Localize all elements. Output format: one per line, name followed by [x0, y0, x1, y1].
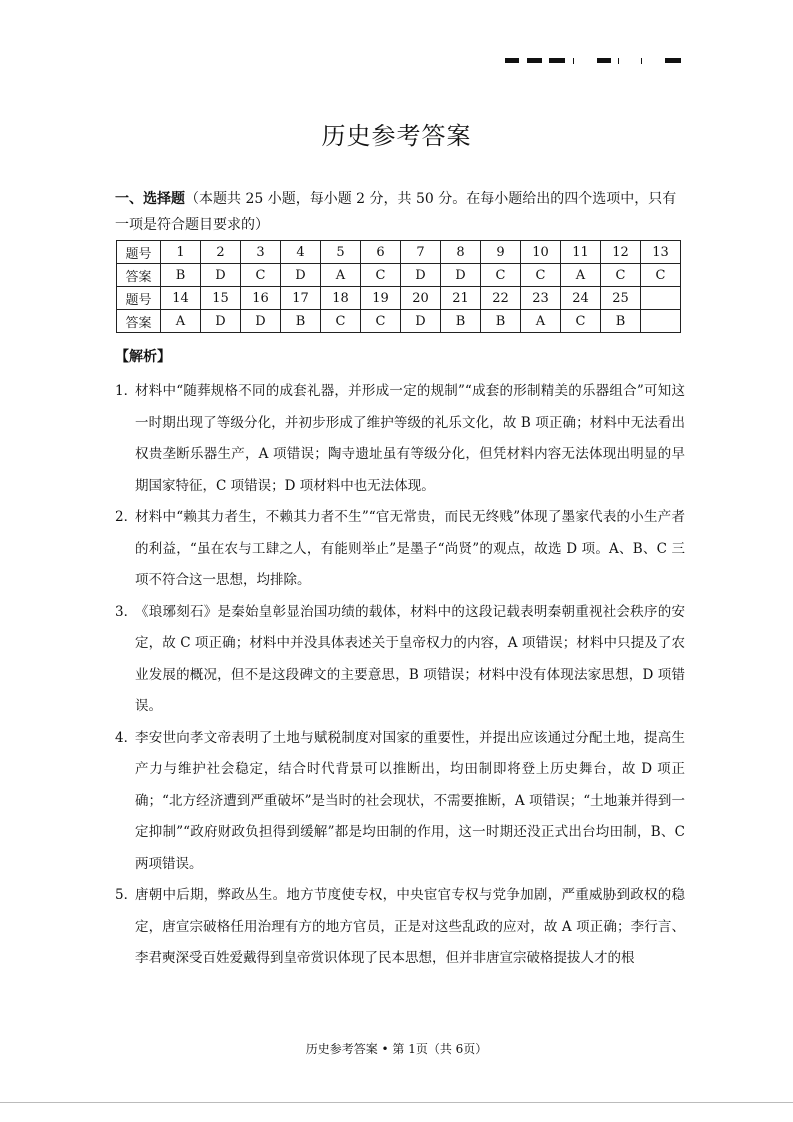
table-cell: 25: [601, 287, 641, 310]
table-cell: 13: [641, 241, 681, 264]
table-cell: 22: [481, 287, 521, 310]
answer-table: [116, 240, 681, 333]
table-cell: 23: [521, 287, 561, 310]
table-cell: C: [321, 310, 361, 333]
section-instructions: （本题共 25 小题，每小题 2 分，共 50 分。在每小题给出的四个选项中，只有一项是符合题目要求的）: [115, 191, 677, 233]
analysis-heading: 【解析】: [115, 349, 171, 365]
table-cell: C: [561, 310, 601, 333]
table-row: [117, 310, 681, 333]
table-cell: A: [521, 310, 561, 333]
bottom-divider: [0, 1102, 793, 1103]
table-cell: 8: [441, 241, 481, 264]
table-cell: A: [161, 310, 201, 333]
table-cell: [641, 310, 681, 333]
table-cell: 2: [201, 241, 241, 264]
table-cell: A: [561, 264, 601, 287]
item-number: 4．: [115, 729, 138, 746]
table-cell: 9: [481, 241, 521, 264]
table-cell: 20: [401, 287, 441, 310]
table-cell: C: [481, 264, 521, 287]
section-heading: 一、选择题: [115, 191, 185, 207]
table-cell: C: [361, 310, 401, 333]
table-cell: D: [401, 264, 441, 287]
table-row: [117, 287, 681, 310]
table-cell: B: [161, 264, 201, 287]
item-text: 唐朝中后期，弊政丛生。地方节度使专权，中央宦官专权与党争加剧，严重威胁到政权的稳定，唐宣宗破格任用治理有方的地方官员，正是对这些乱政的应对，故 A 项正确；李行言、李君奭深受百姓爱戴得到皇帝赏识体现了民本思想，但并非唐宣宗破格提拔人才的根: [135, 887, 685, 966]
table-row-header: 答案: [117, 310, 161, 333]
table-cell: 15: [201, 287, 241, 310]
table-cell: D: [441, 264, 481, 287]
table-cell: 1: [161, 241, 201, 264]
table-row-header: 题号: [117, 287, 161, 310]
table-cell: 7: [401, 241, 441, 264]
table-row: [117, 241, 681, 264]
table-cell: 4: [281, 241, 321, 264]
table-cell: 14: [161, 287, 201, 310]
list-item: [115, 880, 685, 975]
item-number: 1．: [115, 383, 138, 399]
page-title: 历史参考答案: [321, 122, 472, 150]
table-cell: B: [481, 310, 521, 333]
table-cell: 6: [361, 241, 401, 264]
table-cell: 3: [241, 241, 281, 264]
table-cell: 10: [521, 241, 561, 264]
item-number: 2．: [115, 509, 138, 525]
table-cell: 24: [561, 287, 601, 310]
table-cell: 18: [321, 287, 361, 310]
table-cell: B: [281, 310, 321, 333]
page-footer: 历史参考答案 • 第 1页（共 6页）: [305, 1042, 488, 1056]
section-intro: [115, 186, 683, 238]
table-cell: C: [641, 264, 681, 287]
table-cell: B: [601, 310, 641, 333]
item-text: 李安世向孝文帝表明了土地与赋税制度对国家的重要性，并提出应该通过分配土地，提高生产力与维护社会稳定，结合时代背景可以推断出，均田制即将登上历史舞台，故 D 项正确；“北方经济遭到严重破坏”是当时的社会现状，不需要推断，A 项错误；“土地兼并得到一定抑制”“政府财政负担得到缓解”都是均田制的作用，这一时期还没正式出台均田制，B、C 两项错误。: [135, 729, 685, 872]
item-number: 5．: [115, 887, 138, 903]
list-item: [115, 723, 685, 881]
table-cell: D: [201, 264, 241, 287]
table-cell: C: [241, 264, 281, 287]
table-row-header: 答案: [117, 264, 161, 287]
table-cell: D: [281, 264, 321, 287]
table-cell: A: [321, 264, 361, 287]
table-cell: C: [601, 264, 641, 287]
table-cell: 12: [601, 241, 641, 264]
item-text: 材料中“随葬规格不同的成套礼器，并形成一定的规制”“成套的形制精美的乐器组合”可知这一时期出现了等级分化，并初步形成了维护等级的礼乐文化，故 B 项正确；材料中无法看出权贵垄断乐器生产，A 项错误；陶寺遗址虽有等级分化，但凭材料内容无法体现出明显的早期国家特征，C 项错误；D 项材料中也无法体现。: [135, 383, 685, 494]
table-cell: B: [441, 310, 481, 333]
table-cell: D: [401, 310, 441, 333]
list-item: [115, 502, 685, 597]
table-cell: D: [201, 310, 241, 333]
item-number: 3．: [115, 603, 138, 620]
item-text: 材料中“赖其力者生，不赖其力者不生”“官无常贵，而民无终贱”体现了墨家代表的小生产者的利益，“虽在农与工肆之人，有能则举止”是墨子“尚贤”的观点，故选 D 项。A、B、C 三项不符合这一思想，均排除。: [135, 509, 685, 588]
table-cell: 5: [321, 241, 361, 264]
table-cell: 16: [241, 287, 281, 310]
explanation-list: [115, 376, 685, 975]
table-cell: 17: [281, 287, 321, 310]
header-barcode-marks: [505, 58, 685, 64]
list-item: [115, 597, 685, 723]
item-text: 《琅琊刻石》是秦始皇彰显治国功绩的载体，材料中的这段记载表明秦朝重视社会秩序的安定，故 C 项正确；材料中并没具体表述关于皇帝权力的内容，A 项错误；材料中只提及了农业发展的概况，但不是这段碑文的主要意思，B 项错误；材料中没有体现法家思想，D 项错误。: [135, 603, 685, 714]
table-cell: C: [361, 264, 401, 287]
table-row-header: 题号: [117, 241, 161, 264]
table-row: [117, 264, 681, 287]
list-item: [115, 376, 685, 502]
table-cell: 11: [561, 241, 601, 264]
table-cell: C: [521, 264, 561, 287]
table-cell: 21: [441, 287, 481, 310]
table-cell: 19: [361, 287, 401, 310]
table-cell: D: [241, 310, 281, 333]
table-cell: [641, 287, 681, 310]
